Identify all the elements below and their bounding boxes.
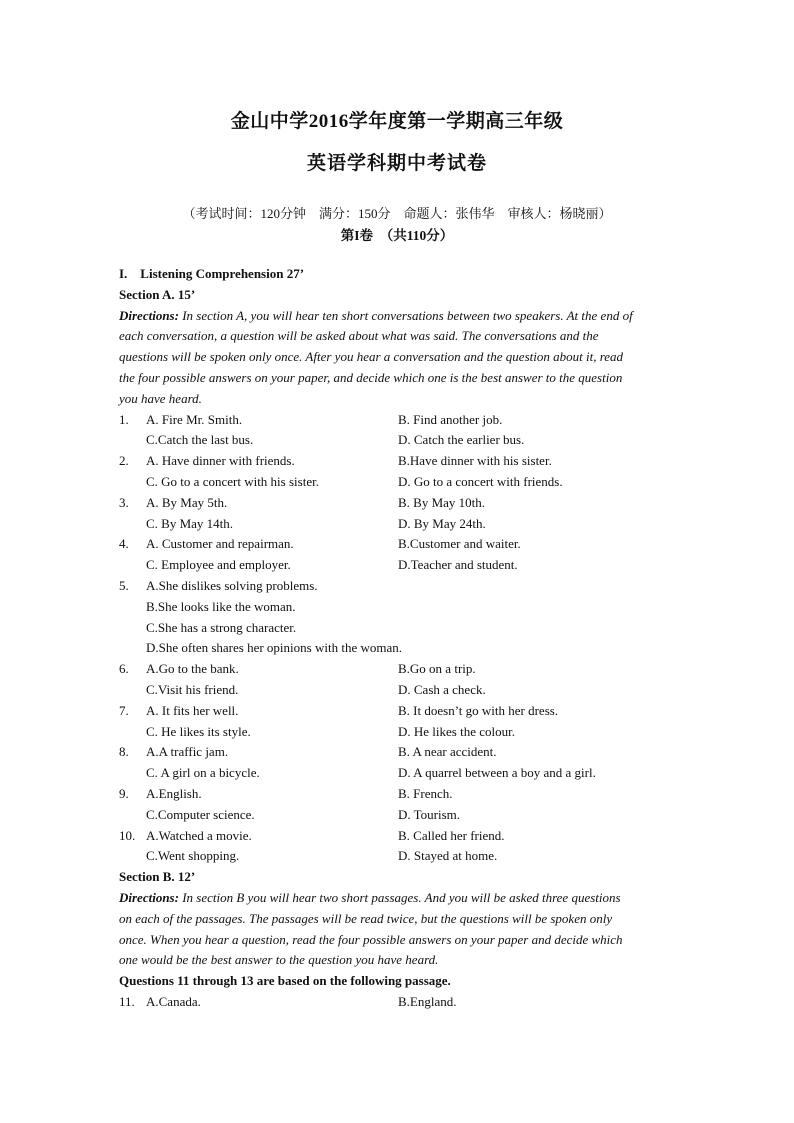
option-b: B. By May 10th. — [398, 494, 486, 510]
question-options-row — [119, 472, 675, 493]
option-b: B. Called her friend. — [398, 827, 505, 843]
section-b-directions — [119, 888, 675, 971]
question-number: 7. — [119, 702, 129, 718]
option-a: A.Canada. — [146, 993, 201, 1009]
option-c: C. Employee and employer. — [146, 557, 291, 573]
question-list — [119, 410, 675, 868]
directions-text: In section A, you will hear ten short conversations between two speakers. At the end of — [178, 307, 633, 323]
question-number: 8. — [119, 744, 129, 760]
option-a: A.She dislikes solving problems. — [146, 577, 318, 593]
option-c: C.Went shopping. — [146, 848, 240, 864]
question-item — [119, 451, 675, 472]
option-a: A. Customer and repairman. — [146, 536, 294, 552]
option-b: B.Have dinner with his sister. — [398, 453, 552, 469]
question-number: 3. — [119, 494, 129, 510]
directions-text: on each of the passages. The passages will be read twice, but the questions will be spoken only — [119, 910, 613, 926]
section-b-heading: Section B. 12’ — [119, 869, 196, 885]
option-c: C.Computer science. — [146, 806, 255, 822]
question-number: 2. — [119, 453, 129, 469]
section-a-heading: Section A. 15’ — [119, 286, 196, 302]
directions-text: In section B you will hear two short passages. And you will be asked three questions — [178, 889, 621, 905]
option-c: C.She has a strong character. — [146, 619, 297, 635]
question-number: 11. — [119, 993, 135, 1009]
exam-info: （考试时间：120分钟 满分：150分 命题人：张伟华 审核人：杨晓丽） — [182, 206, 612, 221]
question-options-row — [119, 638, 675, 659]
exam-title-subject: 英语学科期中考试卷 — [306, 153, 487, 174]
question-item — [119, 659, 675, 680]
question-number: 4. — [119, 536, 129, 552]
question-options-row — [119, 680, 675, 701]
option-b: B. French. — [398, 785, 453, 801]
question-options-row — [119, 763, 675, 784]
question-item — [119, 826, 675, 847]
option-b: B.Go on a trip. — [398, 661, 476, 677]
directions-label: Directions: — [119, 889, 179, 905]
option-a: A.A traffic jam. — [146, 744, 229, 760]
option-d: D.Teacher and student. — [398, 557, 518, 573]
part-title: 第I卷 （共110分） — [340, 228, 454, 243]
option-b: B.She looks like the woman. — [146, 598, 296, 614]
option-a: A. Have dinner with friends. — [146, 453, 295, 469]
option-a: A. By May 5th. — [146, 494, 228, 510]
option-b: B. A near accident. — [398, 744, 497, 760]
option-b: B. Find another job. — [398, 411, 503, 427]
section-heading-listening: I. Listening Comprehension 27’ — [119, 266, 305, 281]
option-c: C.Visit his friend. — [146, 681, 239, 697]
section-a-directions — [119, 306, 675, 410]
option-c: C. Go to a concert with his sister. — [146, 473, 319, 489]
directions-label: Directions: — [119, 307, 179, 323]
question-options-row — [119, 722, 675, 743]
question-number: 5. — [119, 577, 129, 593]
question-options-row — [119, 618, 675, 639]
option-c: C. By May 14th. — [146, 515, 234, 531]
option-b: B. It doesn’t go with her dress. — [398, 702, 559, 718]
question-item — [119, 534, 675, 555]
question-item — [119, 493, 675, 514]
question-item — [119, 992, 675, 1013]
option-d: D. A quarrel between a boy and a girl. — [398, 765, 596, 781]
option-a: A. It fits her well. — [146, 702, 239, 718]
option-d: D. Go to a concert with friends. — [398, 473, 563, 489]
question-number: 1. — [119, 411, 129, 427]
question-item — [119, 701, 675, 722]
directions-text: the four possible answers on your paper, and decide which one is the best answer to the question — [119, 369, 623, 385]
option-c: C. A girl on a bicycle. — [146, 765, 260, 781]
question-number: 10. — [119, 827, 136, 843]
exam-content — [119, 264, 675, 1013]
option-d: D. He likes the colour. — [398, 723, 515, 739]
option-c: C. He likes its style. — [146, 723, 251, 739]
option-a: A.English. — [146, 785, 202, 801]
option-d: D. Catch the earlier bus. — [398, 432, 525, 448]
option-b: B.England. — [398, 993, 457, 1009]
question-options-row — [119, 514, 675, 535]
directions-text: one would be the best answer to the question you have heard. — [119, 952, 439, 968]
question-number: 9. — [119, 785, 129, 801]
directions-text: once. When you hear a question, read the four possible answers on your paper and decide which — [119, 931, 623, 947]
option-d: D. Stayed at home. — [398, 848, 498, 864]
exam-title-school: 金山中学2016学年度第一学期高三年级 — [230, 111, 564, 132]
option-d: D. By May 24th. — [398, 515, 486, 531]
option-a: A.Go to the bank. — [146, 661, 239, 677]
question-item — [119, 576, 675, 597]
question-options-row — [119, 597, 675, 618]
passage-note: Questions 11 through 13 are based on the following passage. — [119, 973, 451, 989]
option-a: A. Fire Mr. Smith. — [146, 411, 243, 427]
option-d: D.She often shares her opinions with the woman. — [146, 640, 402, 656]
question-item — [119, 410, 675, 431]
option-d: D. Cash a check. — [398, 681, 486, 697]
option-d: D. Tourism. — [398, 806, 461, 822]
option-b: B.Customer and waiter. — [398, 536, 521, 552]
question-options-row — [119, 430, 675, 451]
question-item — [119, 742, 675, 763]
directions-text: each conversation, a question will be asked about what was said. The conversations and the — [119, 328, 599, 344]
directions-text: you have heard. — [119, 390, 202, 406]
option-a: A.Watched a movie. — [146, 827, 252, 843]
question-options-row — [119, 555, 675, 576]
question-options-row — [119, 805, 675, 826]
option-c: C.Catch the last bus. — [146, 432, 254, 448]
question-number: 6. — [119, 661, 129, 677]
question-item — [119, 784, 675, 805]
directions-text: questions will be spoken only once. After you hear a conversation and the question about it, read — [119, 349, 624, 365]
question-options-row — [119, 846, 675, 867]
